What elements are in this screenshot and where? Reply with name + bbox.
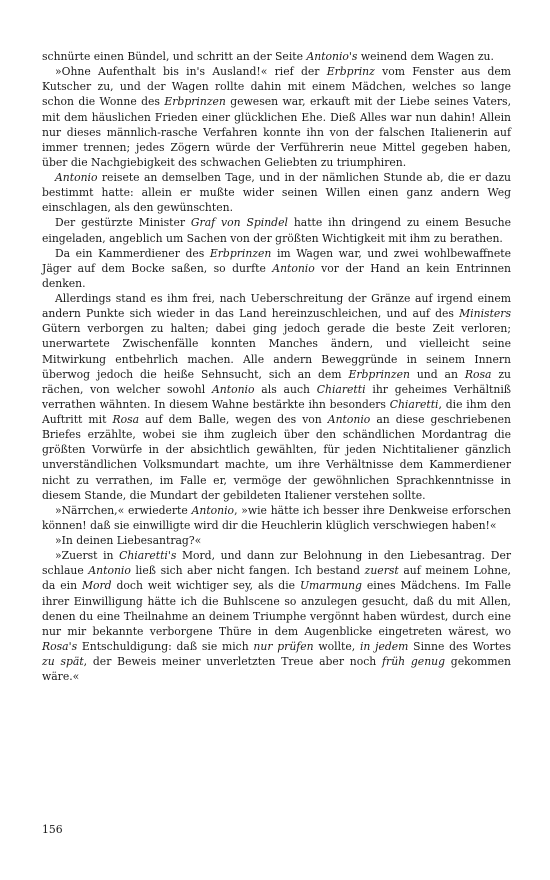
text-run: Mord, und dann zur Belohnung in den Liebesantrag. Der schlaue	[42, 549, 511, 578]
text-run: gewesen war, erkauft mit der Liebe seines Vaters, mit dem häuslichen Frieden einer glücklichen Ehe. Dieß Alles war nun dahin! Allein nur dieses männlich-rasche Verfahren konnte ihn von der falschen Italienerin auf immer trennen; jedes Zögern würde der Verführerin neue Mittel gegeben haben, über die Nachgiebigkeit des schwachen Geliebten zu triumphiren.	[42, 95, 512, 169]
text-run: wollte,	[313, 639, 360, 653]
paragraph	[42, 548, 511, 684]
italic-run: Antonio	[191, 503, 235, 517]
italic-run: Erbprinzen	[209, 246, 272, 260]
italic-run: Chiaretti's	[119, 549, 177, 563]
text-run: auf dem Balle, wegen des von	[139, 413, 328, 426]
text-run: ihr geheimes Verhältniß verrathen wähnten. In diesem Wahne bestärkte ihn besonders	[42, 382, 511, 411]
paragraph	[42, 170, 511, 215]
text-run: doch weit wichtiger sey, als die	[111, 579, 300, 593]
text-run: und an	[409, 367, 465, 381]
italic-run: Ministers	[459, 307, 511, 321]
text-run: als auch	[254, 382, 317, 396]
italic-run: Umarmung	[299, 579, 362, 593]
text-run: vor der Hand an kein Entrinnen denken.	[42, 261, 511, 290]
text-run: Sinne des Wortes	[408, 639, 511, 653]
paragraph	[42, 246, 511, 291]
text-run: zu rächen, von welcher sowohl	[42, 367, 511, 396]
italic-run: nur prüfen	[253, 639, 314, 653]
text-run: reisete an demselben Tage, und in der nämlichen Stunde ab, die er dazu bestimmt hatte: allein er mußte wider seinen Willen einen ganz andern Weg einschlagen, als den gewünschten.	[42, 171, 511, 215]
text-run: , »wie hätte ich besser ihre Denkweise erforschen können! daß sie einwilligte wird dir die Heuchlerin klüglich verschwiegen haben!«	[42, 503, 511, 532]
text-run: auf meinem Lohne, da ein	[42, 564, 511, 593]
paragraph	[42, 503, 511, 533]
text-run: weinend dem Wagen zu.	[357, 50, 494, 63]
text-run: hatte ihn dringend zu einem Besuche eingeladen, angeblich um Sachen von der größten Wichtigkeit mit ihm zu berathen.	[42, 216, 511, 245]
italic-run: in jedem	[359, 639, 409, 653]
text-run: , der Beweis meiner unverletzten Treue aber noch	[83, 655, 383, 668]
text-run: »Närrchen,« erwiederte	[55, 503, 192, 517]
text-run: »Ohne Aufenthalt bis in's Ausland!« rief der	[55, 65, 327, 79]
text-run: im Wagen war, und zwei wohlbewaffnete Jäger auf dem Bocke saßen, so durfte	[42, 246, 511, 275]
italic-run: Antonio	[212, 382, 255, 396]
italic-run: Erbprinzen	[348, 367, 410, 381]
text-run: Der gestürzte Minister	[55, 216, 191, 230]
italic-run: Mord	[81, 579, 112, 593]
italic-run: Antonio	[327, 413, 371, 426]
italic-run: früh genug	[382, 655, 446, 668]
text-run: Entschuldigung: daß sie mich	[77, 639, 254, 653]
italic-run: Antonio	[88, 564, 131, 578]
text-run: an diese geschriebenen Briefes erzählte, wobei sie ihm zugleich über den schändlichen Mordantrag die größten Vorwürfe in der absichtlich gewählten, für jeden Nichtitaliener gänzlich unverständlichen Volksmundart machte, um ihre Verhältnisse dem Kammerdiener nicht zu verrathen, im Falle er, vermöge der gewöhnlichen Sprachkenntnisse in diesem Stande, die Mundart der gebildeten Italiener verstehen sollte.	[42, 413, 511, 502]
paragraph	[42, 64, 511, 170]
text-run: , die ihm den Auftritt mit	[42, 397, 511, 426]
text-run: Allerdings stand es ihm frei, nach Ueberschreitung der Gränze auf irgend einem andern Punkte sich wieder in das Land hereinzuschleichen, und auf des	[42, 292, 511, 321]
italic-run: Rosa	[464, 367, 492, 381]
text-run: Gütern verborgen zu halten; dabei ging jedoch gerade die beste Zeit verloren; unerwartete Zwischenfälle konnten Manches ändern, und vielleicht seine Mitwirkung entbehrlich machen. Alle andern Beweggründe in seinem Innern überwog jedoch die heiße Sehnsucht, sich an dem	[42, 322, 511, 381]
italic-run: zu spät	[42, 655, 84, 668]
italic-run: Antonio	[55, 171, 98, 184]
body-text	[42, 49, 511, 684]
paragraph	[42, 49, 511, 64]
italic-run: Chiaretti	[389, 397, 439, 411]
page-number: 156	[42, 823, 63, 836]
text-run: ließ sich aber nicht fangen. Ich bestand	[130, 564, 365, 578]
italic-run: Antonio's	[306, 50, 358, 63]
text-run: »Zuerst in	[55, 549, 120, 563]
paragraph	[42, 215, 511, 245]
italic-run: Rosa's	[42, 639, 78, 653]
paragraph	[42, 533, 511, 548]
text-run: gekommen wäre.«	[42, 655, 511, 684]
paragraph	[42, 291, 511, 503]
text-run: eines Mädchens. Im Falle ihrer Einwilligung hätte ich die Buhlscene so anzulegen gesucht, daß du mit Allen, denen du eine Theilnahme an deinem Triumphe vergönnt haben würdest, durch eine nur mir bekannte verborgene Thüre in dem Augenblicke eingetreten wärest, wo	[42, 579, 512, 638]
text-run: »In deinen Liebesantrag?«	[55, 534, 202, 547]
text-run: Da ein Kammerdiener des	[55, 246, 210, 260]
italic-run: Graf von Spindel	[190, 216, 288, 230]
text-run: vom Fenster aus dem Kutscher zu, und der Wagen rollte dahin mit einem Mädchen, welches so lange schon die Wonne des	[42, 65, 511, 109]
italic-run: Chiaretti	[316, 382, 366, 396]
italic-run: zuerst	[364, 564, 399, 578]
italic-run: Rosa	[112, 413, 140, 426]
text-run: schnürte einen Bündel, und schritt an der Seite	[42, 50, 307, 63]
italic-run: Erbprinz	[326, 65, 375, 79]
italic-run: Erbprinzen	[164, 95, 226, 109]
italic-run: Antonio	[272, 261, 315, 275]
